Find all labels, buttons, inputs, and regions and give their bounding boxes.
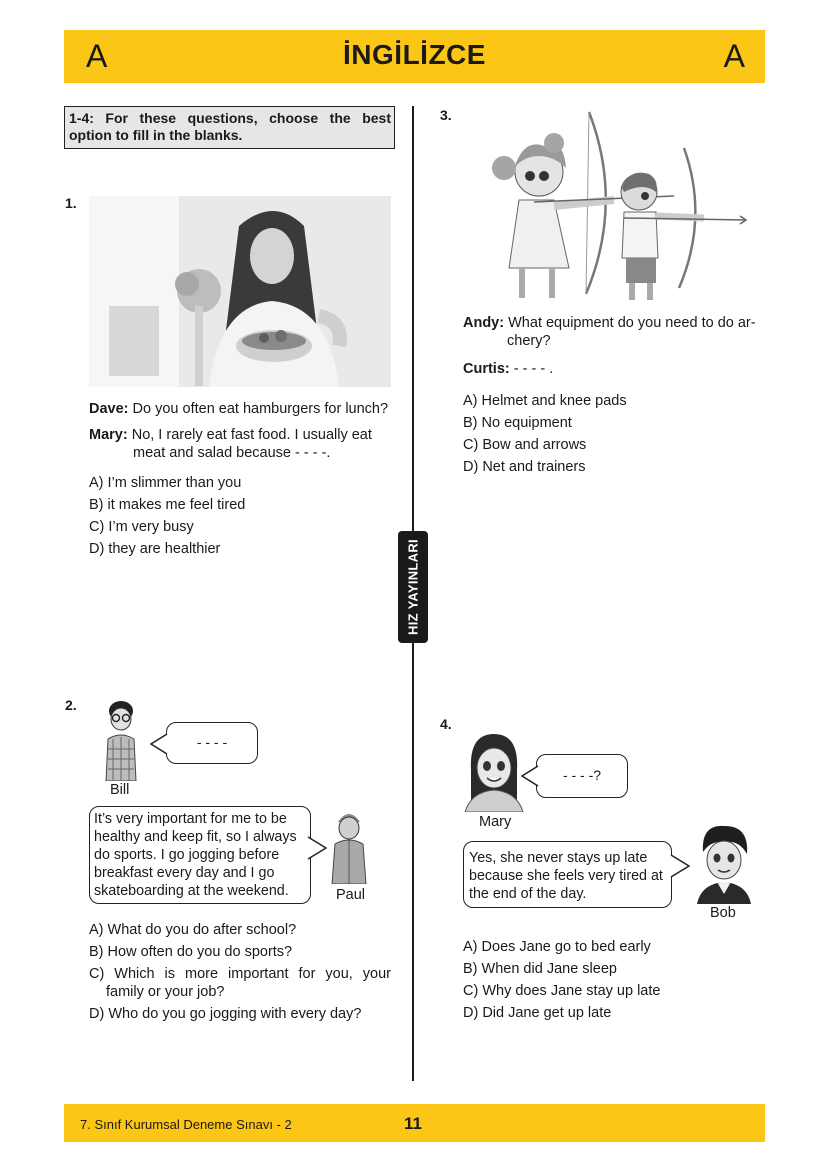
booklet-letter-left: A [86, 38, 108, 74]
q2-option-a[interactable]: A) What do you do after school? [89, 922, 297, 938]
bill-speech-bubble: - - - - [166, 722, 258, 764]
question-3-options [463, 390, 627, 478]
q1-option-b[interactable]: B) it makes me feel tired [89, 497, 246, 513]
q4-option-d[interactable]: D) Did Jane get up late [463, 1005, 612, 1021]
q4-option-a[interactable]: A) Does Jane go to bed early [463, 939, 651, 955]
dave-line: Do you often eat hamburgers for lunch? [132, 401, 389, 417]
mary-bubble-tail [521, 765, 539, 787]
q2-option-c[interactable]: C) Which is more important for you, your [89, 966, 391, 982]
paul-name: Paul [336, 887, 366, 903]
subject-title: İNGİLİZCE [343, 39, 486, 70]
publisher-watermark: HIZ YAYINLARI [398, 531, 428, 643]
q4-option-b[interactable]: B) When did Jane sleep [463, 961, 617, 977]
paul-character-icon [328, 804, 370, 884]
q2-option-d[interactable]: D) Who do you go jogging with every day? [89, 1006, 362, 1022]
question-1-photo [89, 196, 391, 387]
q1-option-d[interactable]: D) they are healthier [89, 541, 221, 557]
question-3-number: 3. [440, 107, 452, 123]
question-4-options [463, 936, 660, 1024]
mary-character-icon [463, 730, 525, 812]
q1-option-a[interactable]: A) I’m slimmer than you [89, 475, 242, 491]
q2-option-b[interactable]: B) How often do you do sports? [89, 944, 293, 960]
column-divider-top [412, 106, 414, 531]
booklet-letter-right: A [723, 38, 745, 74]
mary-line-1: No, I rarely eat fast food. I usually eat [131, 427, 372, 443]
q3-option-a[interactable]: A) Helmet and knee pads [463, 393, 627, 409]
paul-speech-bubble: It’s very important for me to be healthy and keep fit, so I always do sports. I go jogging before breakfast every day and I go skateboarding at the weekend. [89, 806, 311, 904]
andy-speaker: Andy: [463, 315, 505, 331]
column-divider-bottom [412, 643, 414, 1081]
mary-speaker: Mary: [89, 427, 128, 443]
page-number: 11 [404, 1114, 422, 1133]
bob-name: Bob [710, 905, 736, 921]
q4-option-c[interactable]: C) Why does Jane stay up late [463, 983, 661, 999]
curtis-speaker: Curtis: [463, 361, 510, 377]
question-4-number: 4. [440, 716, 452, 732]
q3-option-d[interactable]: D) Net and trainers [463, 459, 586, 475]
q2-option-c-cont: family or your job? [106, 984, 225, 1000]
bill-bubble-tail [150, 733, 168, 755]
archery-children-image [474, 108, 750, 302]
q3-option-c[interactable]: C) Bow and arrows [463, 437, 587, 453]
andy-line-2: chery? [507, 333, 551, 349]
question-3-dialogue [463, 314, 765, 378]
mary-line-2: meat and salad because - - - -. [133, 445, 331, 461]
page-footer [64, 1104, 765, 1142]
question-2-options [89, 919, 391, 1025]
paul-bubble-tail [307, 836, 327, 860]
exam-title: 7. Sınıf Kurumsal Deneme Sınavı - 2 [80, 1117, 292, 1132]
question-1-dialogue [89, 400, 394, 462]
bill-name: Bill [110, 782, 130, 798]
question-1-options [89, 472, 245, 560]
bob-speech-bubble: Yes, she never stays up late because she feels very tired at the end of the day. [463, 841, 672, 908]
instruction-box: 1-4: For these questions, choose the best option to fill in the blanks. [64, 106, 395, 149]
bill-character-icon [100, 697, 142, 781]
mary-name: Mary [479, 814, 512, 830]
woman-eating-salad-image [89, 196, 391, 387]
bob-character-icon [695, 822, 753, 904]
q3-option-b[interactable]: B) No equipment [463, 415, 572, 431]
question-2-number: 2. [65, 697, 77, 713]
curtis-line: - - - - . [513, 361, 554, 377]
dave-speaker: Dave: [89, 401, 129, 417]
page-header [64, 30, 765, 83]
question-1-number: 1. [65, 195, 77, 211]
andy-line-1: What equipment do you need to do ar- [508, 315, 756, 331]
mary-speech-bubble: - - - -? [536, 754, 628, 798]
q1-option-c[interactable]: C) I’m very busy [89, 519, 194, 535]
bob-bubble-tail [670, 854, 690, 878]
